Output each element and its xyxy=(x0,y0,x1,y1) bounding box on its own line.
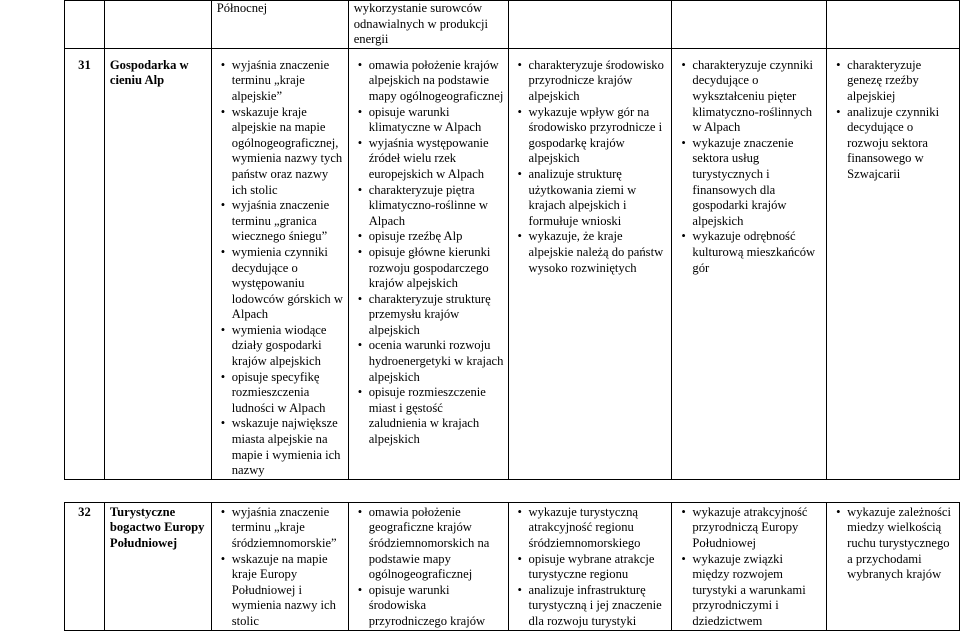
list-item: • wykazuje zależności miedzy wielkością ruchu turystycznego a przychodami wybranych krajów xyxy=(847,505,955,583)
cell-empty xyxy=(827,1,960,49)
list-item: • charakteryzuje środowisko przyrodnicze krajów alpejskich xyxy=(529,58,668,105)
list-item: • wyjaśnia znaczenie terminu „granica wiecznego śniegu” xyxy=(232,198,344,245)
bullet-list xyxy=(832,505,955,583)
list-item: • opisuje rozmieszczenie miast i gęstość zaludnienia w krajach alpejskich xyxy=(369,385,504,447)
row-topic xyxy=(104,502,211,630)
row-number-text: 32 xyxy=(78,504,91,519)
list-item: • wykazuje, że kraje alpejskie należą do państw wysoko rozwiniętych xyxy=(529,229,668,276)
bullet-list xyxy=(677,58,822,276)
row-topic-text: Turystyczne bogactwo Europy Południowej xyxy=(109,504,205,550)
list-item: • charakteryzuje genezę rzeźby alpejskiej xyxy=(847,58,955,105)
curriculum-table xyxy=(64,0,960,631)
bullet-list xyxy=(354,505,504,630)
bullet-list xyxy=(677,505,822,630)
cell-col-e xyxy=(508,48,672,479)
list-item: • wymienia czynniki decydujące o występowaniu lodowców górskich w Alpach xyxy=(232,245,344,323)
cell-empty xyxy=(104,1,211,49)
cell-col-c xyxy=(211,502,348,630)
list-item: • wyjaśnia znaczenie terminu „kraje śródziemnomorskie” xyxy=(232,505,344,552)
list-item: • wykazuje znaczenie sektora usług turystycznych i finansowych dla gospodarki krajów alpejskich xyxy=(692,136,822,230)
list-item: • charakteryzuje strukturę przemysłu krajów alpejskich xyxy=(369,292,504,339)
list-item: • wskazuje największe miasta alpejskie na mapie i wymienia ich nazwy xyxy=(232,416,344,478)
cell-empty xyxy=(672,1,827,49)
list-item: • wykazuje wpływ gór na środowisko przyrodnicze i gospodarkę krajów alpejskich xyxy=(529,105,668,167)
cell-col-f xyxy=(672,502,827,630)
cell-col-e xyxy=(508,502,672,630)
row-number xyxy=(65,48,105,479)
bullet-list xyxy=(514,505,668,630)
list-item: • wyjaśnia znaczenie terminu „kraje alpejskie” xyxy=(232,58,344,105)
list-item: • omawia położenie krajów alpejskich na podstawie mapy ogólnogeograficznej xyxy=(369,58,504,105)
list-item: • wskazuje kraje alpejskie na mapie ogólnogeograficznej, wymienia nazwy tych państw oraz nazwy ich stolic xyxy=(232,105,344,199)
cell-empty xyxy=(508,1,672,49)
bullet-list xyxy=(217,58,344,479)
cell-col-d xyxy=(348,48,508,479)
list-item: • opisuje główne kierunki rozwoju gospodarczego krajów alpejskich xyxy=(369,245,504,292)
prev-text-d: wykorzystanie surowców odnawialnych w produkcji energii xyxy=(353,1,488,47)
list-item: • analizuje infrastrukturę turystyczną i jej znaczenie dla rozwoju turystyki xyxy=(529,583,668,630)
row-topic xyxy=(104,48,211,479)
list-item: • charakteryzuje czynniki decydujące o wykształceniu pięter klimatyczno-roślinnych w Alpach xyxy=(692,58,822,136)
list-item: • wyjaśnia występowanie źródeł wielu rzek europejskich w Alpach xyxy=(369,136,504,183)
page-gap xyxy=(65,479,960,502)
list-item: • wykazuje turystyczną atrakcyjność regionu śródziemnomorskiego xyxy=(529,505,668,552)
list-item: • opisuje specyfikę rozmieszczenia ludności w Alpach xyxy=(232,370,344,417)
list-item: • wskazuje na mapie kraje Europy Południowej i wymienia nazwy ich stolic xyxy=(232,552,344,630)
list-item: • opisuje warunki środowiska przyrodniczego krajów xyxy=(369,583,504,630)
table-row-continuation xyxy=(65,1,960,49)
list-item: • wymienia wiodące działy gospodarki krajów alpejskich xyxy=(232,323,344,370)
list-item: • opisuje warunki klimatyczne w Alpach xyxy=(369,105,504,136)
list-item: • wykazuje odrębność kulturową mieszkańców gór xyxy=(692,229,822,276)
bullet-list xyxy=(514,58,668,276)
page-gap-cell xyxy=(65,479,960,502)
table-row-31 xyxy=(65,48,960,479)
table-row-32 xyxy=(65,502,960,630)
bullet-list xyxy=(217,505,344,630)
cell-col-g xyxy=(827,48,960,479)
list-item: • ocenia warunki rozwoju hydroenergetyki w krajach alpejskich xyxy=(369,338,504,385)
row-number-text: 31 xyxy=(78,57,91,72)
row-number xyxy=(65,502,105,630)
row-topic-text: Gospodarka w cieniu Alp xyxy=(109,57,189,88)
cell-col-f xyxy=(672,48,827,479)
cell-col-c xyxy=(211,48,348,479)
list-item: • opisuje rzeźbę Alp xyxy=(369,229,504,245)
prev-text-c: Północnej xyxy=(216,1,268,15)
cell-col-g xyxy=(827,502,960,630)
cell-col-d xyxy=(348,502,508,630)
bullet-list xyxy=(354,58,504,448)
cell-prev-col-d xyxy=(348,1,508,49)
list-item: • wykazuje atrakcyjność przyrodniczą Europy Południowej xyxy=(692,505,822,552)
cell-prev-col-c xyxy=(211,1,348,49)
list-item: • opisuje wybrane atrakcje turystyczne regionu xyxy=(529,552,668,583)
bullet-list xyxy=(832,58,955,183)
list-item: • omawia położenie geograficzne krajów śródziemnomorskich na podstawie mapy ogólnogeograficznej xyxy=(369,505,504,583)
list-item: • analizuje czynniki decydujące o rozwoju sektora finansowego w Szwajcarii xyxy=(847,105,955,183)
cell-empty xyxy=(65,1,105,49)
list-item: • wykazuje związki między rozwojem turystyki a warunkami przyrodniczymi i dziedzictwem xyxy=(692,552,822,630)
list-item: • charakteryzuje piętra klimatyczno-roślinne w Alpach xyxy=(369,183,504,230)
list-item: • analizuje strukturę użytkowania ziemi w krajach alpejskich i formułuje wnioski xyxy=(529,167,668,229)
